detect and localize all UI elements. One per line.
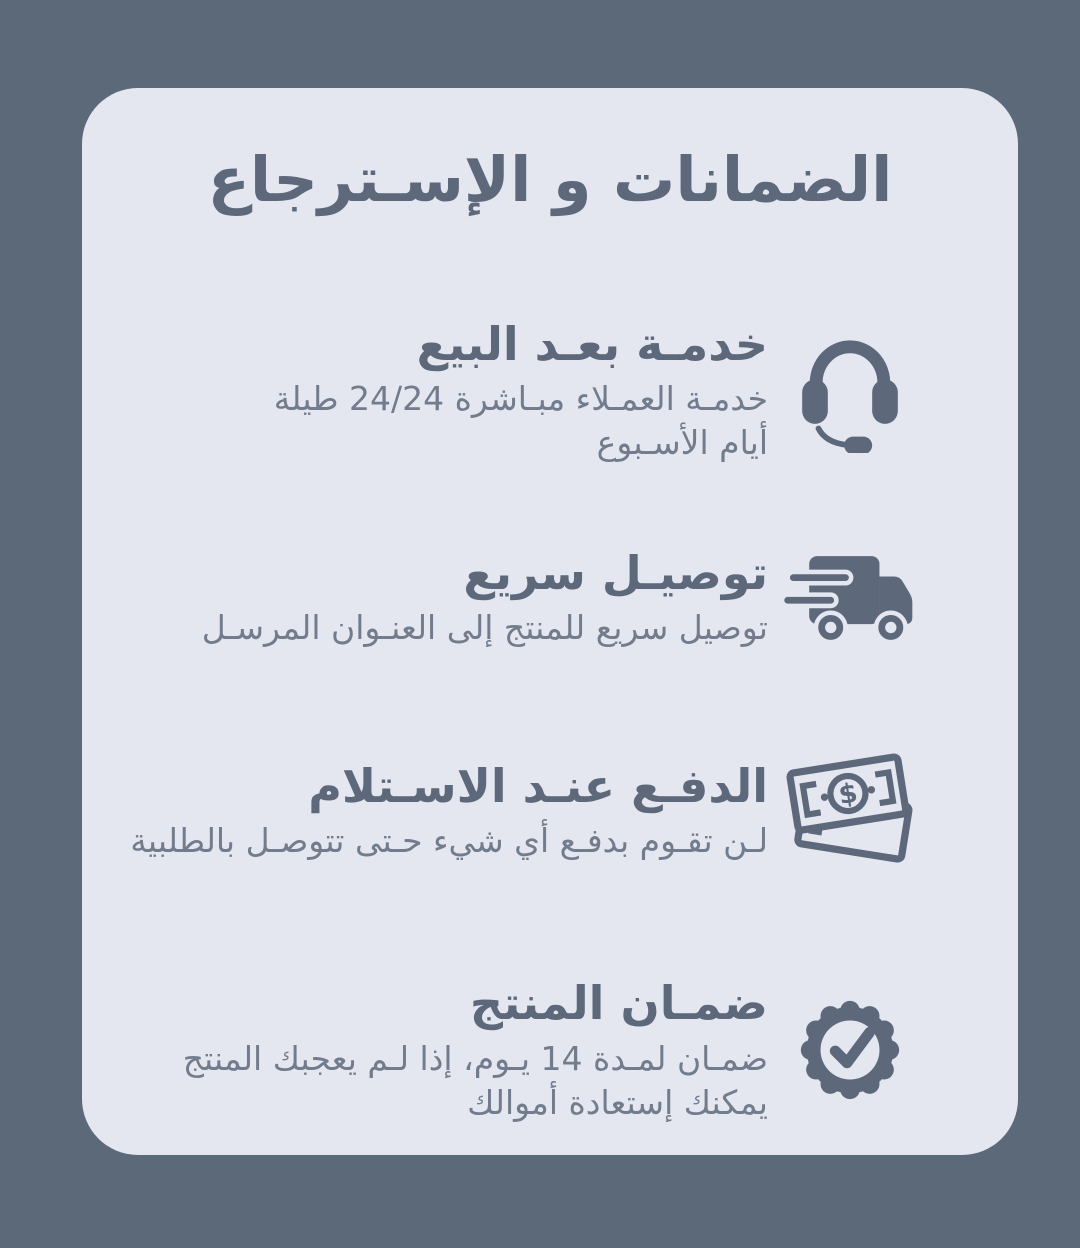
guarantee-item-description-line: ضمـان لمـدة 14 يـوم، إذا لـم يعجبك المنتج [182,1038,768,1078]
guarantee-item-texts [182,975,768,1124]
headset-icon [782,327,918,453]
guarantee-item-title: الدفـع عنـد الاسـتلام [308,758,768,813]
guarantee-item-texts [182,545,768,650]
guarantee-item-fast-delivery [182,545,918,650]
guarantee-item-title: توصيـل سريع [463,545,768,600]
guarantee-item-title: ضمـان المنتج [469,976,768,1031]
svg-text:$: $ [836,777,860,812]
guarantee-item-texts [182,316,768,465]
guarantee-item-after-sales [182,316,918,465]
guarantees-card [82,88,1018,1155]
guarantee-item-description-line: أيام الأسـبوع [596,422,768,462]
guarantee-item-description-line: لـن تقـوم بدفـع أي شيء حـتى تتوصـل بالطلبية [130,821,768,861]
delivery-truck-icon [782,548,918,648]
guarantee-item-description-line: يمكنك إستعادة أموالك [467,1082,768,1122]
guarantee-item-title: خدمـة بعـد البيع [416,316,768,371]
guarantee-item-cash-on-delivery [130,750,918,870]
guarantee-item-texts [130,758,768,863]
cash-payment-icon [782,750,918,870]
warranty-badge-icon [782,991,918,1109]
guarantee-item-warranty [182,975,918,1124]
guarantee-item-description-line: خدمـة العمـلاء مبـاشرة 24/24 طيلة [273,379,768,419]
guarantee-item-description-line: توصيل سريع للمنتج إلى العنـوان المرسـل [201,608,768,648]
card-title: الضمانات و الإسـترجاع [207,143,893,216]
